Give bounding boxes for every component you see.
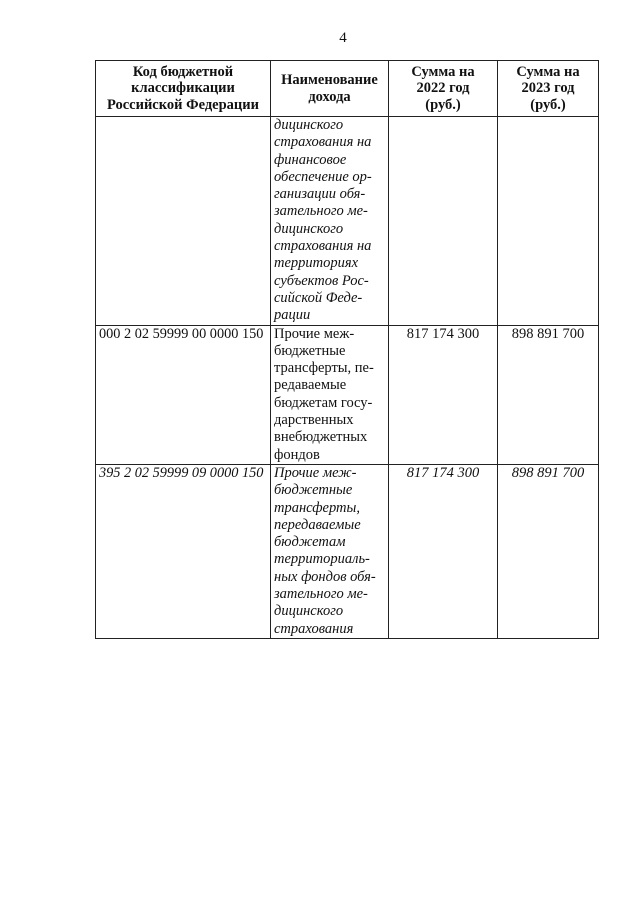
header-code-line: Код бюджетной — [132, 63, 234, 80]
table-row — [96, 464, 599, 638]
header-sum-2022-line: (руб.) — [425, 96, 461, 113]
name-line: дицинского — [274, 117, 344, 133]
code-cell: 000 2 02 59999 00 0000 150 — [96, 325, 271, 464]
name-line: зательного ме- — [274, 586, 368, 603]
header-sum-2023 — [498, 61, 599, 117]
header-code-line: классификации — [131, 80, 235, 97]
name-line: дарственных — [274, 412, 354, 429]
name-line: страхования на — [274, 238, 372, 255]
header-code — [96, 61, 271, 117]
name-line: страхования — [274, 620, 354, 637]
name-line: передаваемые — [274, 516, 361, 533]
name-line: финансовое — [274, 151, 347, 168]
table-row — [96, 325, 599, 464]
name-line: фондов — [274, 446, 320, 463]
name-cell — [271, 464, 389, 638]
page-number: 4 — [339, 30, 347, 46]
name-line: бюджетам госу- — [274, 394, 373, 411]
table-row — [96, 117, 599, 326]
name-line: сийской Феде- — [274, 289, 363, 306]
header-sum-2023-line: 2023 год — [521, 80, 575, 97]
name-line: обеспечение ор- — [274, 168, 372, 185]
name-cell — [271, 117, 389, 326]
header-sum-2022-line: Сумма на — [411, 63, 475, 80]
name-line: Прочие меж- — [274, 464, 357, 481]
name-line: территориаль- — [274, 551, 370, 568]
header-code-line: Российской Федерации — [106, 96, 259, 113]
header-name — [271, 61, 389, 117]
header-sum-2022 — [389, 61, 498, 117]
header-sum-2023-line: (руб.) — [530, 96, 566, 113]
budget-income-table — [95, 60, 599, 639]
sum-2023-cell — [498, 117, 599, 326]
name-line: бюджетам — [274, 534, 346, 551]
sum-2023-cell: 898 891 700 — [498, 325, 599, 464]
name-line: трансферты, пе- — [274, 360, 374, 377]
name-line: рации — [274, 307, 311, 324]
name-line: страхования на — [274, 134, 372, 151]
code-cell — [96, 117, 271, 326]
name-cell — [271, 325, 389, 464]
sum-2022-cell: 817 174 300 — [389, 464, 498, 638]
header-name-line: Наименование — [281, 72, 378, 88]
header-sum-2023-line: Сумма на — [516, 63, 580, 80]
sum-2022-cell — [389, 117, 498, 326]
sum-2023-cell: 898 891 700 — [498, 464, 599, 638]
name-line: бюджетные — [274, 342, 346, 359]
name-line: ганизации обя- — [274, 186, 366, 203]
name-line: территориях — [274, 255, 359, 272]
name-line: редаваемые — [274, 377, 347, 394]
header-name-line: дохода — [308, 88, 351, 105]
name-line: ных фондов обя- — [274, 568, 376, 585]
code-cell: 395 2 02 59999 09 0000 150 — [96, 464, 271, 638]
name-line: бюджетные — [274, 482, 353, 499]
name-line: зательного ме- — [274, 203, 368, 220]
name-line: субъектов Рос- — [274, 272, 369, 289]
header-sum-2022-line: 2022 год — [416, 80, 470, 97]
name-line: трансферты, — [274, 499, 360, 516]
name-line: внебюджетных — [274, 429, 368, 446]
name-line: Прочие меж- — [274, 325, 355, 342]
name-line: дицинского — [274, 603, 344, 620]
sum-2022-cell: 817 174 300 — [389, 325, 498, 464]
table-header-row — [96, 61, 599, 117]
name-line: дицинского — [274, 220, 344, 237]
